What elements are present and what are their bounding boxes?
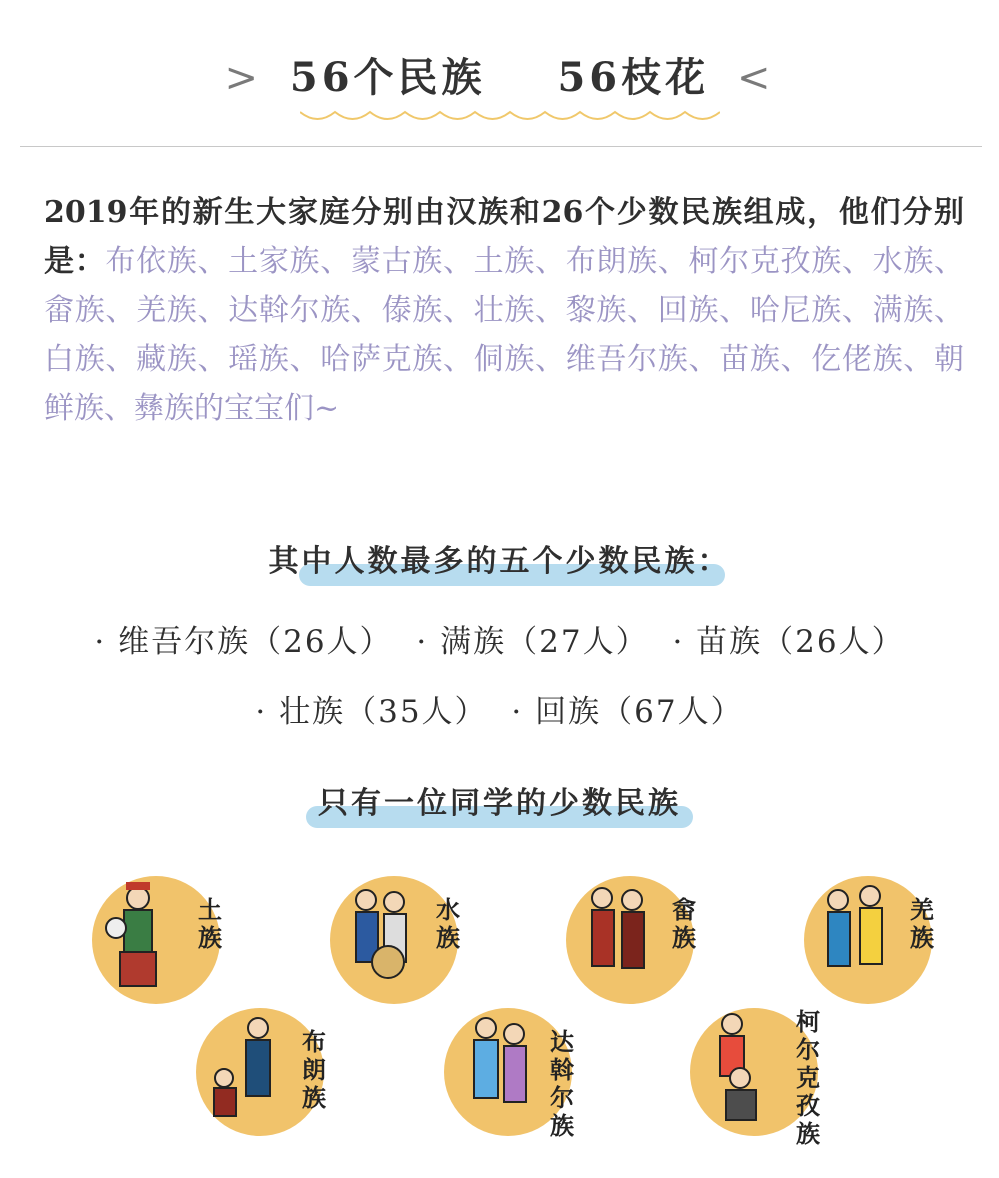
badge-she <box>566 876 698 1008</box>
person-illustration-icon <box>336 866 432 1002</box>
badge-label: 布朗族 <box>302 1027 326 1112</box>
title-deco-right: < <box>737 55 775 101</box>
intro-lead: 2019年的新生大家庭分别由汉族和26个少数民族组成，他们分别是： <box>44 195 964 279</box>
badge-daur <box>444 1008 576 1140</box>
person-illustration-icon <box>450 998 546 1134</box>
badge-label: 羌族 <box>910 895 934 952</box>
person-illustration-icon <box>202 998 298 1134</box>
title-deco-left: > <box>224 55 262 101</box>
badge-label: 水族 <box>436 895 460 952</box>
badge-qiang <box>804 876 936 1008</box>
person-illustration-icon <box>810 866 906 1002</box>
stat-item: · 壮族（35人） <box>255 694 488 730</box>
stat-item: · 满族（27人） <box>416 624 649 660</box>
badge-kirgiz <box>690 1007 822 1148</box>
ethnic-group-list: 布依族、土家族、蒙古族、土族、布朗族、柯尔克孜族、水族、畲族、羌族、达斡尔族、傣族、壮族、黎族、回族、哈尼族、满族、白族、藏族、瑶族、哈萨克族、侗族、维吾尔族、苗族、仡佬族、朝鲜族、彝族的宝宝们~ <box>44 244 965 426</box>
badge-label: 畲族 <box>672 895 696 952</box>
title-part-2: 56枝花 <box>557 54 710 101</box>
intro-paragraph <box>44 188 964 433</box>
badge-label: 土族 <box>198 895 222 952</box>
divider-line <box>20 146 982 147</box>
badge-label: 达斡尔族 <box>550 1027 574 1140</box>
top5-heading-wrap <box>0 536 999 580</box>
top5-row-2 <box>0 686 999 731</box>
page-title <box>214 46 784 103</box>
stat-item: · 苗族（26人） <box>672 624 905 660</box>
header <box>0 46 999 103</box>
badge-shui <box>330 876 462 1008</box>
person-illustration-icon <box>98 866 194 1002</box>
badge-label: 柯尔克孜族 <box>796 1007 820 1148</box>
top5-row-1 <box>0 616 999 661</box>
single-heading-wrap <box>0 778 999 822</box>
stat-item: · 维吾尔族（26人） <box>94 624 393 660</box>
ethnic-illustrations <box>0 860 999 1178</box>
wave-divider <box>300 104 720 128</box>
badge-bulang <box>196 1008 328 1140</box>
stat-item: · 回族（67人） <box>511 694 744 730</box>
top5-heading: 其中人数最多的五个少数民族： <box>265 536 735 580</box>
person-illustration-icon <box>572 866 668 1002</box>
badge-tu <box>92 876 224 1008</box>
single-heading: 只有一位同学的少数民族 <box>314 778 685 822</box>
title-part-1: 56个民族 <box>289 54 486 101</box>
person-illustration-icon <box>696 998 792 1134</box>
